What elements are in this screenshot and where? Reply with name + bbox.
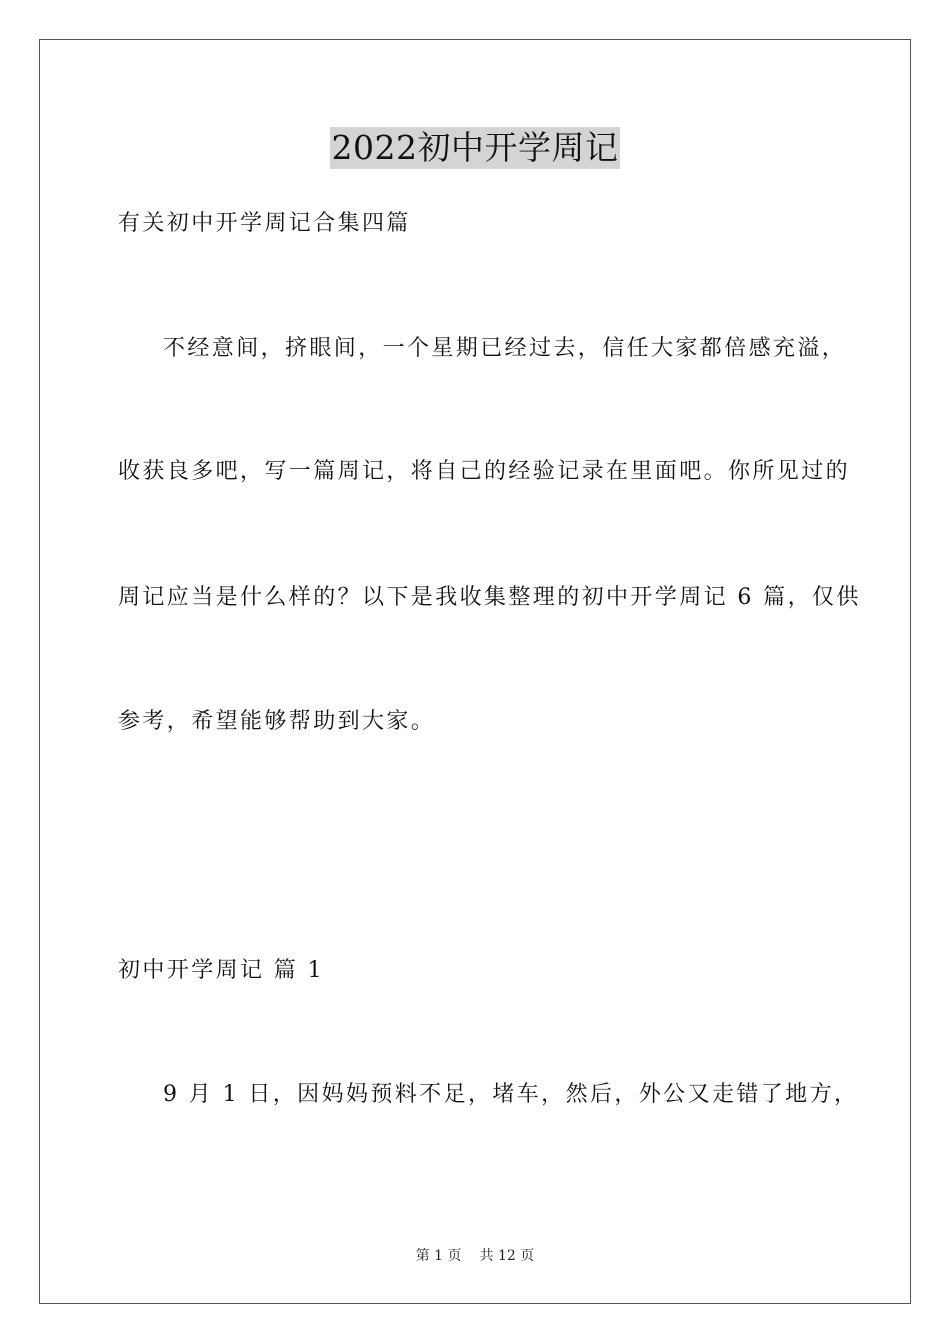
- page-total: 共 12 页: [479, 1248, 535, 1264]
- document-title: 2022初中开学周记: [331, 128, 619, 167]
- title-container: [0, 127, 950, 169]
- paragraph-line: 不经意间，挤眼间，一个星期已经过去，信任大家都倍感充溢，: [163, 336, 847, 361]
- document-subtitle: 有关初中开学周记合集四篇: [118, 211, 411, 236]
- page-number: 第 1 页: [415, 1248, 462, 1264]
- paragraph-line: 9 月 1 日，因妈妈预料不足，堵车，然后，外公又走错了地方，: [163, 1082, 859, 1107]
- section-heading: 初中开学周记 篇 1: [118, 958, 324, 983]
- paragraph-line: 周记应当是什么样的？以下是我收集整理的初中开学周记 6 篇，仅供: [118, 585, 861, 610]
- page-footer: [0, 1247, 950, 1265]
- paragraph-line: 收获良多吧，写一篇周记，将自己的经验记录在里面吧。你所见过的: [118, 459, 851, 484]
- paragraph-line: 参考，希望能够帮助到大家。: [118, 709, 436, 734]
